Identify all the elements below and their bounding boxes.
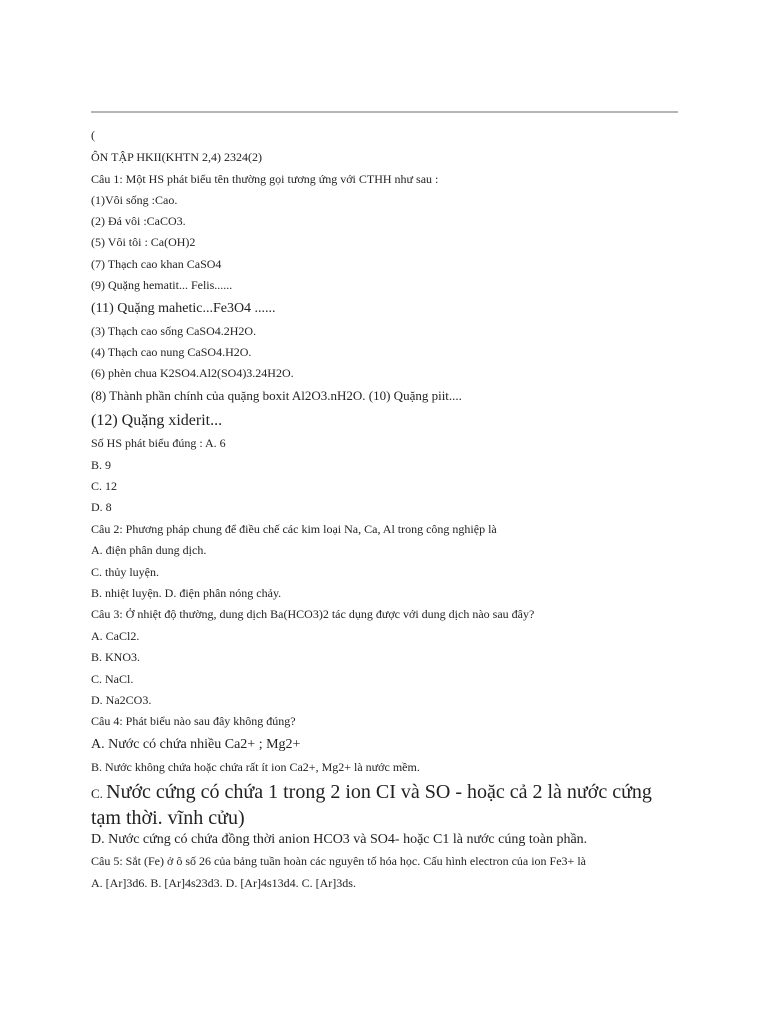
q1-item-4: (4) Thạch cao nung CaSO4.H2O. <box>91 345 252 359</box>
question-3: Câu 3: Ở nhiệt độ thường, dung dịch Ba(HCO3)2 tác dụng được với dung dịch nào sau đây? <box>91 607 535 621</box>
q4-answer-c <box>91 780 671 830</box>
q4-answer-b: B. Nước không chứa hoặc chứa rất ít ion Ca2+, Mg2+ là nước mềm. <box>91 760 420 774</box>
q3-answer-d: D. Na2CO3. <box>91 693 152 707</box>
q1-answer-d: D. 8 <box>91 500 112 514</box>
q1-item-9: (9) Quặng hematit... Felis...... <box>91 278 233 292</box>
q1-item-12: (12) Quặng xiderit... <box>91 412 223 429</box>
q1-item-7: (7) Thạch cao khan CaSO4 <box>91 257 222 271</box>
q1-item-8-10: (8) Thành phần chính của quặng boxit Al2O3.nH2O. (10) Quặng piit.... <box>91 388 462 403</box>
document-title: ÔN TẬP HKII(KHTN 2,4) 2324(2) <box>91 150 262 164</box>
q3-answer-a: A. CaCl2. <box>91 629 140 643</box>
open-paren: ( <box>91 128 95 142</box>
q2-answer-c: C. thủy luyện. <box>91 565 159 579</box>
q1-item-11: (11) Quặng mahetic...Fe3O4 ...... <box>91 301 276 316</box>
q2-answer-a: A. điện phân dung dịch. <box>91 543 207 557</box>
q4-answer-d: D. Nước cứng có chứa đồng thời anion HCO3 và SO4- hoặc C1 là nước cúng toàn phần. <box>91 832 588 847</box>
q3-answer-c: C. NaCl. <box>91 672 134 686</box>
q1-answer-a: Số HS phát biểu đúng : A. 6 <box>91 436 226 450</box>
q1-item-5: (5) Vôi tôi : Ca(OH)2 <box>91 235 196 249</box>
q4-answer-a: A. Nước có chứa nhiều Ca2+ ; Mg2+ <box>91 737 301 752</box>
q2-answer-b-d: B. nhiệt luyện. D. điện phân nóng chảy. <box>91 586 282 600</box>
question-1: Câu 1: Một HS phát biểu tên thường gọi tương ứng với CTHH như sau : <box>91 172 439 186</box>
q1-item-3: (3) Thạch cao sống CaSO4.2H2O. <box>91 324 257 338</box>
q4-answer-c-text: Nước cứng có chứa 1 trong 2 ion CI và SO - hoặc cả 2 là nước cứng tạm thời. vĩnh cửu) <box>91 781 652 829</box>
q1-answer-b: B. 9 <box>91 458 112 472</box>
q1-item-1: (1)Vôi sống :Cao. <box>91 193 178 207</box>
header-divider <box>91 111 678 113</box>
q4-answer-c-prefix: C. <box>91 786 107 801</box>
q1-item-2: (2) Đá vôi :CaCO3. <box>91 214 186 228</box>
question-5: Câu 5: Sắt (Fe) ở ô số 26 của bảng tuần hoàn các nguyên tố hóa học. Cấu hình electron của ion Fe3+ là <box>91 854 586 868</box>
question-4: Câu 4: Phát biểu nào sau đây không đúng? <box>91 714 296 728</box>
q3-answer-b: B. KNO3. <box>91 650 141 664</box>
question-2: Câu 2: Phương pháp chung để điều chế các kim loại Na, Ca, Al trong công nghiệp là <box>91 522 497 536</box>
q1-item-6: (6) phèn chua K2SO4.Al2(SO4)3.24H2O. <box>91 366 294 380</box>
q1-answer-c: C. 12 <box>91 479 118 493</box>
q5-answers: A. [Ar]3d6. B. [Ar]4s23d3. D. [Ar]4s13d4. C. [Ar]3ds. <box>91 876 356 890</box>
